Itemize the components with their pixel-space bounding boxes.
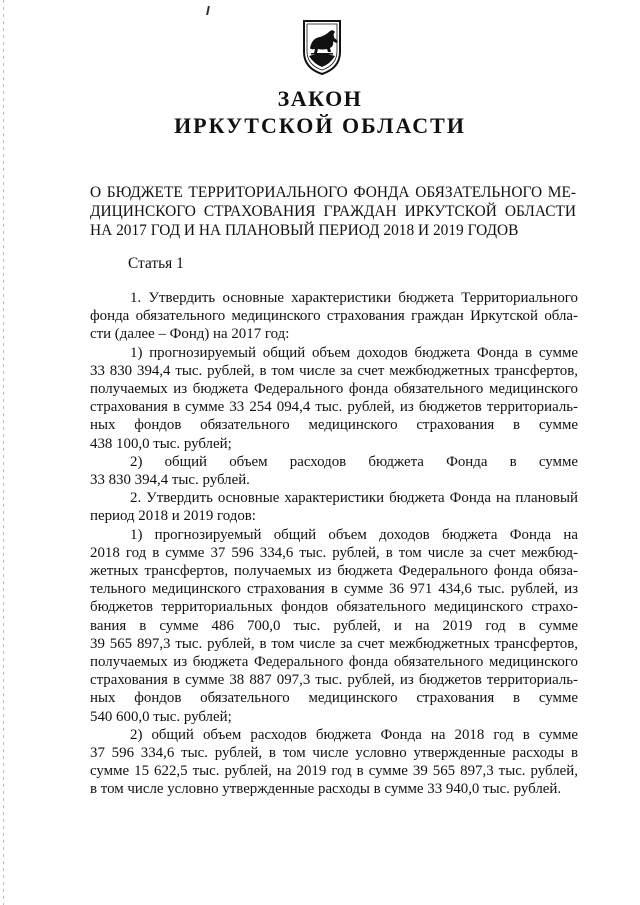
stray-scan-mark [206,6,210,15]
body-line: ных фондов обязательного медицинского страхования в сумме [90,690,578,707]
body-line: фонда обязательного медицинского страхования граждан Иркутской обла- [90,308,578,325]
law-subject-heading [90,183,576,240]
body-line: 33 830 394,4 тыс. рублей. [90,472,250,489]
subject-line: НА 2017 ГОД И НА ПЛАНОВЫЙ ПЕРИОД 2018 И 2019 ГОДОВ [90,222,519,239]
law-region-title: ИРКУТСКОЙ ОБЛАСТИ [174,113,466,138]
body-line: сти (далее – Фонд) на 2017 год: [90,326,290,343]
subject-line: ДИЦИНСКОГО СТРАХОВАНИЯ ГРАЖДАН ИРКУТСКОЙ ОБЛАСТИ [90,203,576,220]
body-line: 2) общий объем расходов бюджета Фонда в сумме [130,453,578,470]
body-line: получаемых из бюджета Федерального фонда обязательного медицинского [90,654,578,671]
law-title: ЗАКОН [277,86,363,111]
body-line: 2018 год в сумме 37 596 334,6 тыс. рублей, в том числе за счет межбюд- [90,544,578,561]
body-line: в том числе условно утвержденные расходы в сумме 33 940,0 тыс. рублей. [90,781,562,798]
body-line: период 2018 и 2019 годов: [90,508,256,525]
irkutsk-emblem-icon [300,18,344,76]
body-line: 33 830 394,4 тыс. рублей, в том числе за счет межбюджетных трансфертов, [90,362,578,379]
body-line: 1) прогнозируемый общий объем доходов бюджета Фонда в сумме [130,344,578,361]
body-line: сумме 15 622,5 тыс. рублей, на 2019 год в сумме 39 565 897,3 тыс. рублей, [90,763,578,780]
article-body [90,289,578,799]
body-line: 2. Утвердить основные характеристики бюджета Фонда на плановый [130,490,578,507]
article-heading: Статья 1 [128,255,184,272]
body-line: жетных трансфертов, получаемых из бюджета Федерального фонда обяза- [90,563,578,580]
body-line: 1) прогнозируемый общий объем доходов бюджета Фонда на [130,526,578,543]
coat-of-arms-icon [300,18,344,76]
body-line: страхования в сумме 38 887 097,3 тыс. рублей, из бюджетов территориаль- [90,672,578,689]
body-line: бюджетов территориальных фондов обязательного медицинского страхо- [90,599,578,616]
body-line: страхования в сумме 33 254 094,4 тыс. рублей, из бюджетов территориаль- [90,399,578,416]
body-line: ных фондов обязательного медицинского страхования в сумме [90,417,578,434]
body-line: 1. Утвердить основные характеристики бюджета Территориального [130,290,578,306]
body-line: 438 100,0 тыс. рублей; [90,435,232,452]
body-line: тельного медицинского страхования в сумме 36 971 434,6 тыс. рублей, из [90,581,578,598]
subject-line: О БЮДЖЕТЕ ТЕРРИТОРИАЛЬНОГО ФОНДА ОБЯЗАТЕЛЬНОГО МЕ- [90,184,576,201]
body-line: вания в сумме 486 700,0 тыс. рублей, и на 2019 год в сумме [90,617,578,634]
body-line: 2) общий объем расходов бюджета Фонда на 2018 год в сумме [130,726,578,743]
body-line: 37 596 334,6 тыс. рублей, в том числе условно утвержденные расходы в [90,745,578,762]
body-line: получаемых из бюджета Федерального фонда обязательного медицинского [90,381,578,398]
body-line: 540 600,0 тыс. рублей; [90,708,232,725]
body-line: 39 565 897,3 тыс. рублей, в том числе за счет межбюджетных трансфертов, [90,635,578,652]
